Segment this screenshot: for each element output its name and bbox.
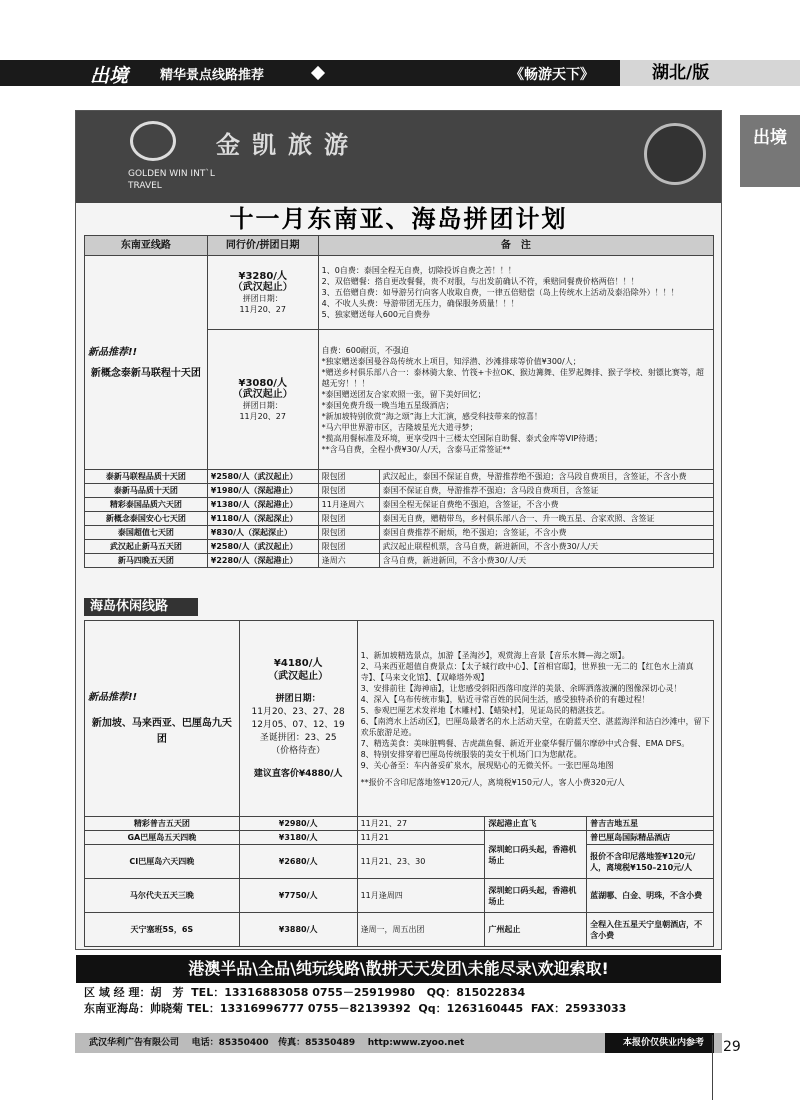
contact-row: 区 域 经 理：胡 芳 TEL：13316883058 0755－25919980 QQ：815022834 [84,986,526,999]
brand-en: GOLDEN WIN INT`L TRAVEL [128,169,215,191]
price-cell: ¥4180/人 （武汉起止） 拼团日期： 11月20、23、27、28 12月05、07、12、19 圣诞拼团：23、25 （价格待查） 建议直客价¥4880/人 [239,621,357,817]
featured-route: 新品推荐!! 新概念泰新马联程十天团 [85,256,208,470]
sea-routes-table [84,235,714,568]
col-header: 东南亚线路 [85,236,208,256]
table-row [85,256,714,330]
footer-info: 武汉华利广告有限公司 电话：85350400 传真：85350489 http:www.zyoo.net [89,1038,465,1048]
edition-label: 湖北/版 [620,60,800,86]
divider [712,1035,713,1100]
disclaimer: 本报价仅供业内参考 [605,1033,714,1053]
diamond-icon [311,66,325,80]
table-row: 马尔代夫五天三晚 ¥7750/人 11月逢周四 深圳蛇口码头起，香港机场止 蓝湖哪、白金、明珠，不含小费 [85,879,714,913]
section-art-title: 出境 [90,65,129,87]
col-header: 同行价/拼团日期 [207,236,318,256]
table-row: 泰国超值七天团 ¥830/人（深起深止） 限包团 泰国自费推荐不耐烦，绝不强迫；含签证，不含小费 [85,526,714,540]
magazine-name: 《畅游天下》 [510,67,594,83]
table-row: 泰新马品质十天团 ¥1980/人（深起港止） 限包团 泰国不保证自费，导游推荐不强迫；含马段自费项目，含签证 [85,484,714,498]
island-routes-table [84,620,714,947]
advert-card [75,110,722,1015]
table-row: 精彩普吉五天团 ¥2980/人 11月21、27 深起港止直飞 普吉吉地五星 [85,817,714,831]
contacts [84,985,714,1017]
table-row: 新马四晚五天团 ¥2280/人（深起港止） 逢周六 含马自费，新进新回，不含小费30/人/天 [85,554,714,568]
featured-route: 新品推荐!! 新加坡、马来西亚、巴厘岛九天团 [85,621,240,817]
contact-row: 东南亚海岛：帅晓菊 TEL：13316996777 0755－82139392 Qq：1263160445 FAX：25933033 [84,1002,627,1015]
section-title: 海岛休闲线路 [84,598,198,616]
table-row: CI巴厘岛六天四晚 ¥2680/人 11月21、23、30 报价不含印尼落地签¥120元/人，离境税¥150–210元/人 [85,845,714,879]
brand-name: 金凯旅游 [216,131,360,159]
side-tab: 出境 [740,115,800,187]
table-row: 武汉起止新马五天团 ¥2580/人（武汉起止） 限包团 武汉起止联程机票，含马自费，新进新回，不含小费30/人/天 [85,540,714,554]
brand-header [76,111,721,203]
table-row: GA巴厘岛五天四晚 ¥3180/人 11月21 深圳蛇口码头起，香港机场止 普巴厘岛国际精品酒店 [85,831,714,845]
page-number: 29 [723,1039,741,1055]
notes-cell: 1、新加坡精选景点，加游【圣淘沙】，观赏海上音景【音乐水舞—海之颂】。 2、马来西亚超值自费景点：【太子城行政中心】、【首相官邸】，世界独一无二的【红色水上清真寺】、【马来文化馆】、【双峰塔外观】 3、安排前往【海神庙】，让您感受斜阳西落印度洋的美景、余晖洒落波澜的图像深切心灵！ 4、深入【乌布传统市集】，贴近寻常百姓的民间生活，感受独特杀价的有趣过程！ 5、参观巴厘艺术发祥地【木雕村】、【蜡染村】，见证岛民的精湛技艺。 6、【南湾水上活动区】，巴厘岛最著名的水上活动天堂，在蔚蓝天空、湛蓝海洋和洁白沙滩中，留下欢乐旅游足迹。 7、精选美食：美味脏鸭餐、吉虎蔬鱼餐、新近开业豪华餐厅僵尔摩砂中式合餐、EMA DFS。 8、特别安排穿着巴厘岛传统服装的美女于机场门口为您献花。 9、关心备至：车内备妥矿泉水，展现贴心的无微关怀。一张巴厘岛地图 **报价不含印尼落地签¥120元/人，离境税¥150元/人，客人小费320元/人 [357,621,713,817]
table-row: 泰新马联程品质十天团 ¥2580/人（武汉起止） 限包团 武汉起止，泰国不保证自费，导游推荐绝不强迫；含马段自费项目，含签证，不含小费 [85,470,714,484]
globe-logo-icon [130,121,176,161]
footer [75,1033,722,1053]
col-header: 备 注 [318,236,713,256]
price-cell: ¥3080/人 （武汉起止） 拼团日期： 11月20、27 [207,330,318,470]
promo-banner: 港澳半品\全品\纯玩线路\散拼天天发团\未能尽录\欢迎索取! [76,955,721,983]
table-row: 精彩泰国品质六天团 ¥1380/人（深起港止） 11月逢周六 泰国全程无保证自费绝不强迫，含签证，不含小费 [85,498,714,512]
table-row [85,621,714,817]
seal-globe-icon [644,123,706,185]
top-banner [0,60,800,86]
notes-cell: 自费：600耐页，不强迫 *独家赠送泰国曼谷岛传统水上项目，知浮潜、沙滩排球等价值¥300/人； *赠送乡村俱乐部八合一：泰林骑大象、竹筏+卡拉OK、猴边篝舞、佳罗起舞排、猴子学校、射镖比赛等，超越无穷！！！ *泰国赠送团友合家欢照一张，留下美好回忆； *泰国免费升级一晚当地五星级酒店； *新加坡特别欣赏“海之颂”海上大汇演，感受科技带来的惊喜！ *马六甲世界游市区，吉隆坡星光大道寻梦； *揽高用餐标准及环境，更享受四十三楼太空国际自助餐、泰式金库等VIP待遇； **含马自费，全程小费¥30/人/天，含泰马正常签证** [318,330,713,470]
notes-cell: 1、0自费：泰国全程无自费，切除投诉自费之苦！！！ 2、双倍赠餐：搭自更改餐餐，贵不对服，与出发前确认不符，乘赔同餐费价格两倍！！！ 3、五倍赠自费：如导游另行向客人收取自费，一律五倍赔偿（岛上传统水上活动及泰沿除外）！！！ 4、不收人头费：导游带团无压力，确保服务质量！！！ 5、独家赠送每人600元自费券 [318,256,713,330]
price-cell: ¥3280/人 （武汉起止） 拼团日期： 11月20、27 [207,256,318,330]
table-row: 天宁塞班5S，6S ¥3880/人 逢周一，周五出团 广州起止 全程入住五星天宁皇朝酒店，不含小费 [85,913,714,947]
table-row: 新概念泰国安心七天团 ¥1180/人（深起深止） 限包团 泰国无自费，赠精带鸟，乡村俱乐部八合一、升一晚五星、合家欢照、含签证 [85,512,714,526]
section-subtitle: 精华景点线路推荐 [160,68,265,83]
page-title: 十一月东南亚、海岛拼团计划 [229,204,568,233]
